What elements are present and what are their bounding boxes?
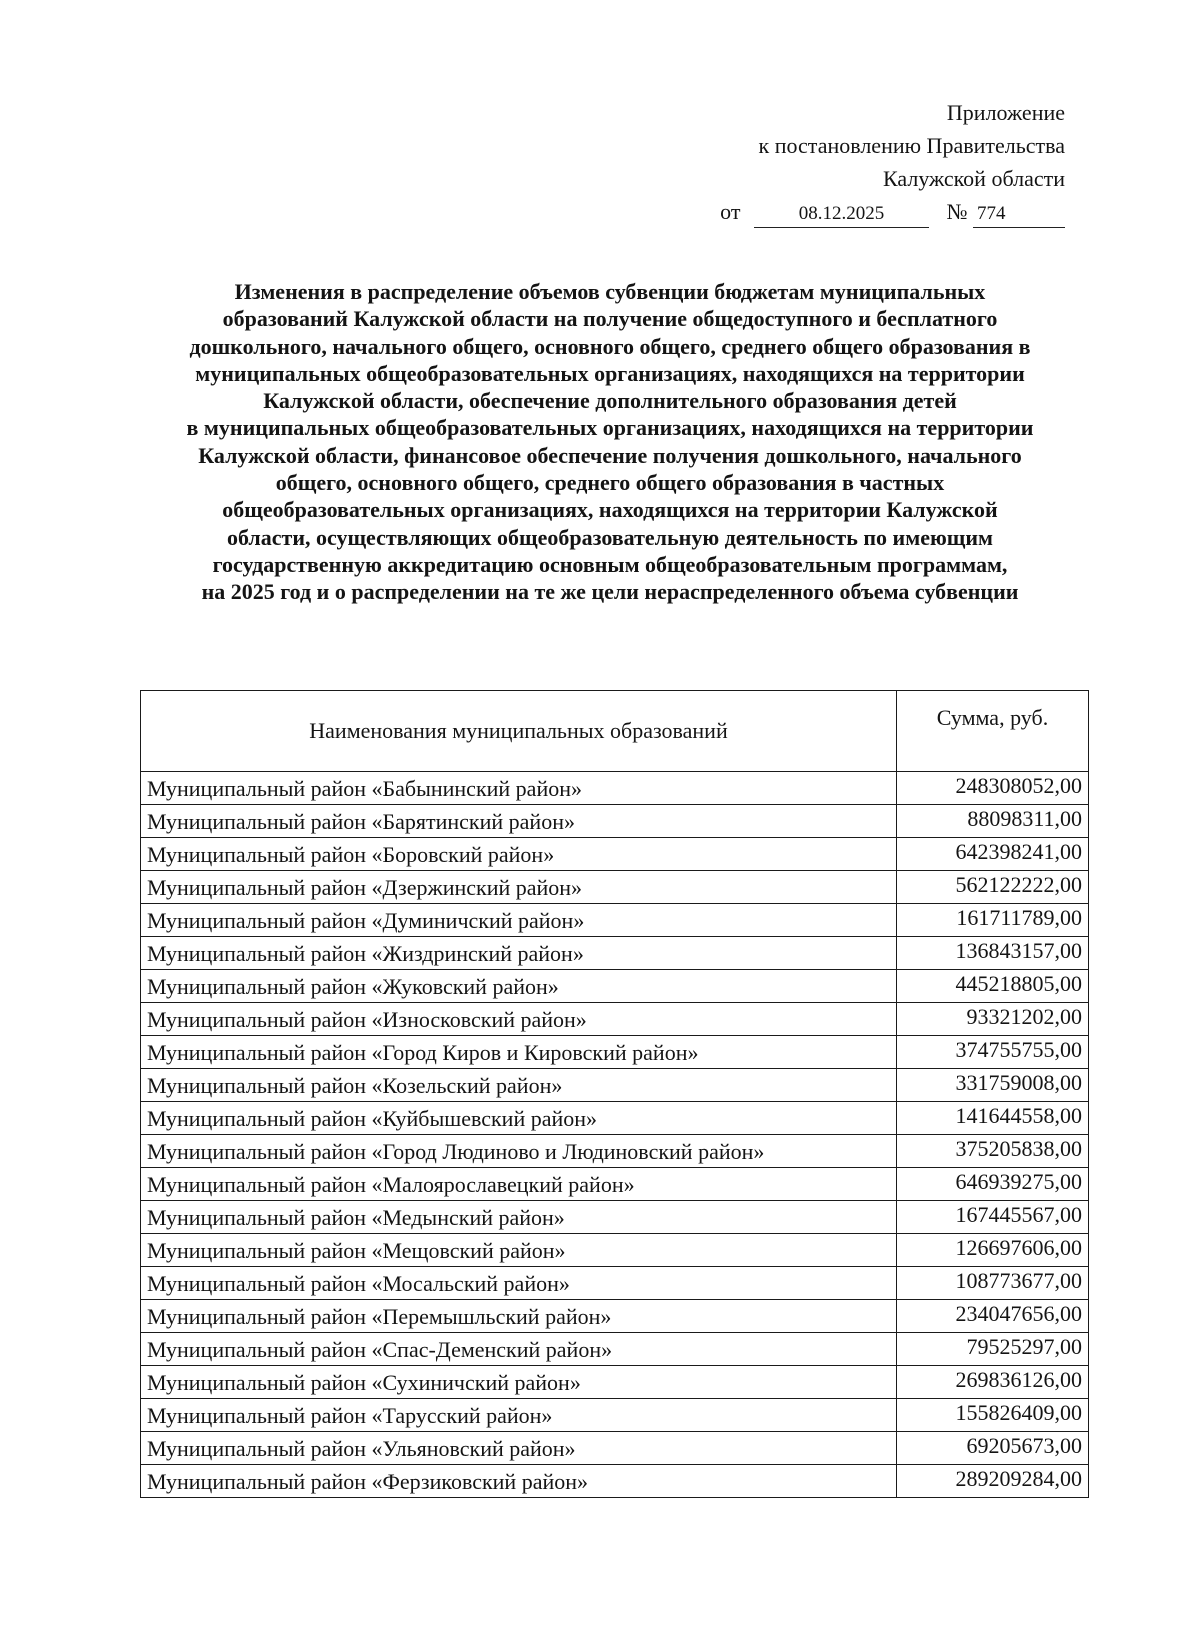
table-row [141, 1102, 1089, 1135]
title-line: государственную аккредитацию основным общеобразовательным программам, [212, 551, 1008, 577]
municipality-name: Муниципальный район «Малоярославецкий район» [141, 1168, 897, 1201]
approval-date-row [645, 195, 1065, 228]
title-line: общеобразовательных организациях, находящихся на территории Калужской [222, 497, 998, 523]
subvention-sum: 445218805,00 [897, 970, 1089, 1003]
municipality-name: Муниципальный район «Дзержинский район» [141, 871, 897, 904]
title-line: на 2025 год и о распределении на те же цели нераспределенного объема субвенции [201, 579, 1019, 605]
title-line: Калужской области, финансовое обеспечение получения дошкольного, начального [198, 442, 1022, 468]
table-row [141, 970, 1089, 1003]
table-row [141, 1069, 1089, 1102]
number-sign: № [946, 199, 968, 224]
municipality-name: Муниципальный район «Износковский район» [141, 1003, 897, 1036]
municipality-name: Муниципальный район «Жиздринский район» [141, 937, 897, 970]
subvention-table-wrapper [140, 690, 1088, 1498]
title-line: муниципальных общеобразовательных организациях, находящихся на территории [195, 360, 1025, 386]
municipality-name: Муниципальный район «Куйбышевский район» [141, 1102, 897, 1135]
municipality-name: Муниципальный район «Ульяновский район» [141, 1432, 897, 1465]
subvention-sum: 374755755,00 [897, 1036, 1089, 1069]
subvention-sum: 375205838,00 [897, 1135, 1089, 1168]
table-body [141, 772, 1089, 1498]
municipality-name: Муниципальный район «Город Киров и Кировский район» [141, 1036, 897, 1069]
municipality-name: Муниципальный район «Думиничский район» [141, 904, 897, 937]
document-title [110, 278, 1110, 606]
table-row [141, 1036, 1089, 1069]
header-sum: Сумма, руб. [897, 691, 1089, 772]
title-line: общего, основного общего, среднего общего образования в частных [275, 470, 945, 496]
table-row [141, 1366, 1089, 1399]
title-line: образований Калужской области на получение общедоступного и бесплатного [222, 306, 998, 332]
municipality-name: Муниципальный район «Перемышльский район» [141, 1300, 897, 1333]
resolution-reference: к постановлению Правительства [758, 133, 1065, 158]
subvention-sum: 331759008,00 [897, 1069, 1089, 1102]
title-line: дошкольного, начального общего, основного общего, среднего общего образования в [189, 333, 1031, 359]
table-row [141, 772, 1089, 805]
subvention-sum: 642398241,00 [897, 838, 1089, 871]
subvention-sum: 234047656,00 [897, 1300, 1089, 1333]
municipality-name: Муниципальный район «Тарусский район» [141, 1399, 897, 1432]
subvention-sum: 79525297,00 [897, 1333, 1089, 1366]
subvention-sum: 155826409,00 [897, 1399, 1089, 1432]
title-line: Калужской области, обеспечение дополнительного образования детей [263, 388, 957, 414]
title-line: Изменения в распределение объемов субвенции бюджетам муниципальных [234, 279, 986, 304]
table-row [141, 904, 1089, 937]
subvention-sum: 562122222,00 [897, 871, 1089, 904]
subvention-sum: 136843157,00 [897, 937, 1089, 970]
municipality-name: Муниципальный район «Мосальский район» [141, 1267, 897, 1300]
municipality-name: Муниципальный район «Барятинский район» [141, 805, 897, 838]
municipality-name: Муниципальный район «Бабынинский район» [141, 772, 897, 805]
table-row [141, 1234, 1089, 1267]
region-name: Калужской области [883, 166, 1065, 191]
subvention-sum: 248308052,00 [897, 772, 1089, 805]
table-row [141, 937, 1089, 970]
municipality-name: Муниципальный район «Спас-Деменский район» [141, 1333, 897, 1366]
municipality-name: Муниципальный район «Город Людиново и Людиновский район» [141, 1135, 897, 1168]
table-row [141, 838, 1089, 871]
table-row [141, 1003, 1089, 1036]
municipality-name: Муниципальный район «Мещовский район» [141, 1234, 897, 1267]
table-row [141, 1399, 1089, 1432]
table-header-row [141, 691, 1089, 772]
approval-block [645, 96, 1065, 228]
resolution-date: 08.12.2025 [754, 201, 929, 228]
table-row [141, 1168, 1089, 1201]
subvention-sum: 289209284,00 [897, 1465, 1089, 1498]
table-row [141, 871, 1089, 904]
header-municipality: Наименования муниципальных образований [141, 691, 897, 772]
subvention-sum: 141644558,00 [897, 1102, 1089, 1135]
table-row [141, 1465, 1089, 1498]
municipality-name: Муниципальный район «Сухиничский район» [141, 1366, 897, 1399]
table-row [141, 1300, 1089, 1333]
subvention-sum: 126697606,00 [897, 1234, 1089, 1267]
subvention-table [140, 690, 1089, 1498]
subvention-sum: 88098311,00 [897, 805, 1089, 838]
resolution-number: 774 [973, 201, 1065, 228]
subvention-sum: 93321202,00 [897, 1003, 1089, 1036]
appendix-label: Приложение [946, 100, 1065, 125]
table-row [141, 805, 1089, 838]
table-row [141, 1267, 1089, 1300]
municipality-name: Муниципальный район «Козельский район» [141, 1069, 897, 1102]
subvention-sum: 167445567,00 [897, 1201, 1089, 1234]
table-row [141, 1135, 1089, 1168]
date-prefix: от [720, 199, 741, 224]
municipality-name: Муниципальный район «Ферзиковский район» [141, 1465, 897, 1498]
title-line: в муниципальных общеобразовательных организациях, находящихся на территории [186, 415, 1034, 441]
subvention-sum: 646939275,00 [897, 1168, 1089, 1201]
subvention-sum: 69205673,00 [897, 1432, 1089, 1465]
subvention-sum: 108773677,00 [897, 1267, 1089, 1300]
subvention-sum: 269836126,00 [897, 1366, 1089, 1399]
municipality-name: Муниципальный район «Жуковский район» [141, 970, 897, 1003]
municipality-name: Муниципальный район «Боровский район» [141, 838, 897, 871]
municipality-name: Муниципальный район «Медынский район» [141, 1201, 897, 1234]
subvention-sum: 161711789,00 [897, 904, 1089, 937]
table-row [141, 1432, 1089, 1465]
title-line: области, осуществляющих общеобразовательную деятельность по имеющим [226, 524, 994, 550]
table-row [141, 1201, 1089, 1234]
table-row [141, 1333, 1089, 1366]
